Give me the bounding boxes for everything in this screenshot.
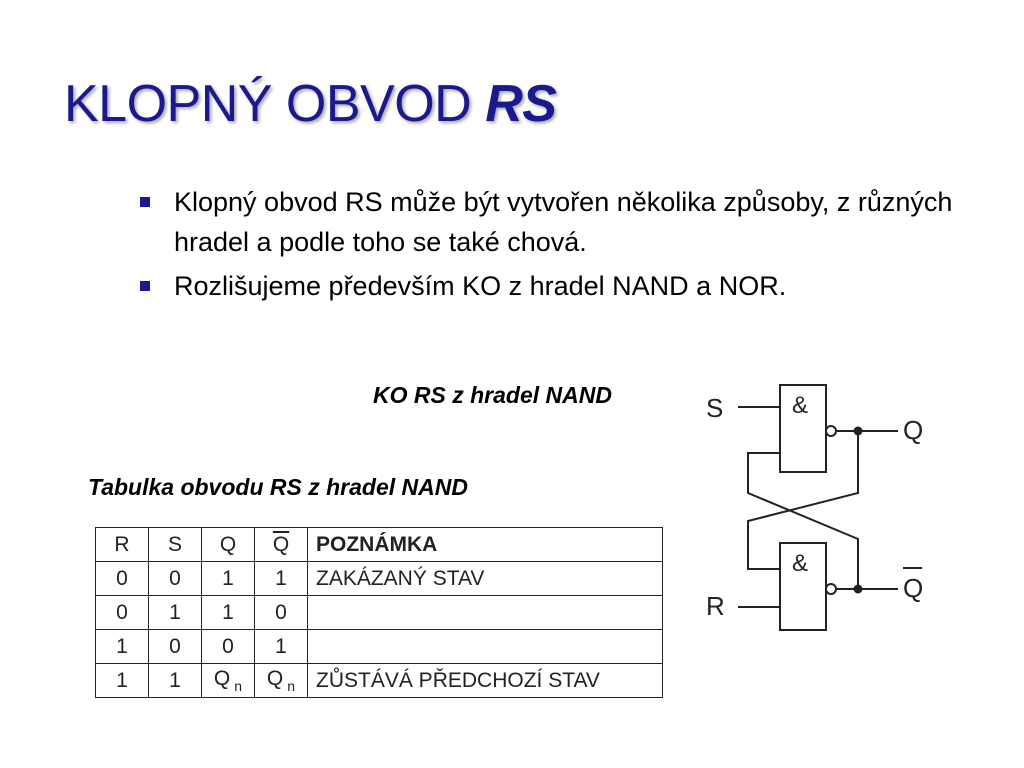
cell-q-bar xyxy=(255,664,308,698)
junction-dot-qbar xyxy=(854,585,863,594)
slide-title-emphasis: RS xyxy=(485,75,557,133)
diagram-caption: KO RS z hradel NAND xyxy=(373,382,612,408)
junction-dot-q xyxy=(854,427,863,436)
cell-r: 1 xyxy=(96,630,149,664)
cell-s: 0 xyxy=(149,630,202,664)
truth-table xyxy=(95,527,663,698)
table-row xyxy=(96,596,663,630)
cell-q xyxy=(202,664,255,698)
label-r: R xyxy=(706,591,725,621)
bullet-text: Rozlišujeme především KO z hradel NAND a NOR. xyxy=(174,271,787,301)
gate-symbol-top: & xyxy=(792,392,809,419)
header-s: S xyxy=(149,528,202,562)
cell-s: 0 xyxy=(149,562,202,596)
table-row xyxy=(96,562,663,596)
table-row xyxy=(96,630,663,664)
cell-s: 1 xyxy=(149,664,202,698)
header-q-bar-text: $\overline{Q}$ xyxy=(272,532,290,556)
cell-r: 0 xyxy=(96,562,149,596)
cell-r: 1 xyxy=(96,664,149,698)
cell-q: 0 xyxy=(202,630,255,664)
square-bullet-icon xyxy=(140,281,150,291)
cell-note: ZAKÁZANÝ STAV xyxy=(308,562,663,596)
cell-q-bar-text: Q xyxy=(266,667,284,690)
slide-title xyxy=(64,74,556,134)
cell-q-subscript: n xyxy=(234,678,243,694)
cell-q-bar: 1 xyxy=(255,562,308,596)
cell-r: 0 xyxy=(96,596,149,630)
table-row xyxy=(96,664,663,698)
bullet-item xyxy=(140,266,960,306)
cell-s: 1 xyxy=(149,596,202,630)
label-s: S xyxy=(706,393,724,423)
cell-q-bar: 0 xyxy=(255,596,308,630)
cell-note: ZŮSTÁVÁ PŘEDCHOZÍ STAV xyxy=(308,664,663,698)
cell-note xyxy=(308,630,663,664)
cell-q-bar-subscript: n xyxy=(287,678,296,694)
cell-q-text: Q xyxy=(213,667,231,690)
inversion-bubble-bottom xyxy=(826,584,836,594)
cell-note xyxy=(308,596,663,630)
nand-rs-circuit-diagram xyxy=(690,375,940,640)
label-q-bar: Q xyxy=(903,573,924,603)
table-header-row xyxy=(96,528,663,562)
slide-title-text: KLOPNÝ OBVOD xyxy=(64,75,486,133)
table-caption: Tabulka obvodu RS z hradel NAND xyxy=(88,474,468,500)
cell-q-bar: 1 xyxy=(255,630,308,664)
bullet-text: Klopný obvod RS může být vytvořen několika způsoby, z různých hradel a podle toho se také chová. xyxy=(174,187,953,257)
inversion-bubble-top xyxy=(826,426,836,436)
cell-q: 1 xyxy=(202,562,255,596)
label-q: Q xyxy=(903,415,924,445)
square-bullet-icon xyxy=(140,197,150,207)
cell-q: 1 xyxy=(202,596,255,630)
header-note: POZNÁMKA xyxy=(308,528,663,562)
gate-symbol-bottom: & xyxy=(792,550,809,577)
header-q: Q xyxy=(202,528,255,562)
header-q-bar xyxy=(255,528,308,562)
bullet-item xyxy=(140,182,960,262)
header-r: R xyxy=(96,528,149,562)
bullet-list xyxy=(140,182,960,310)
